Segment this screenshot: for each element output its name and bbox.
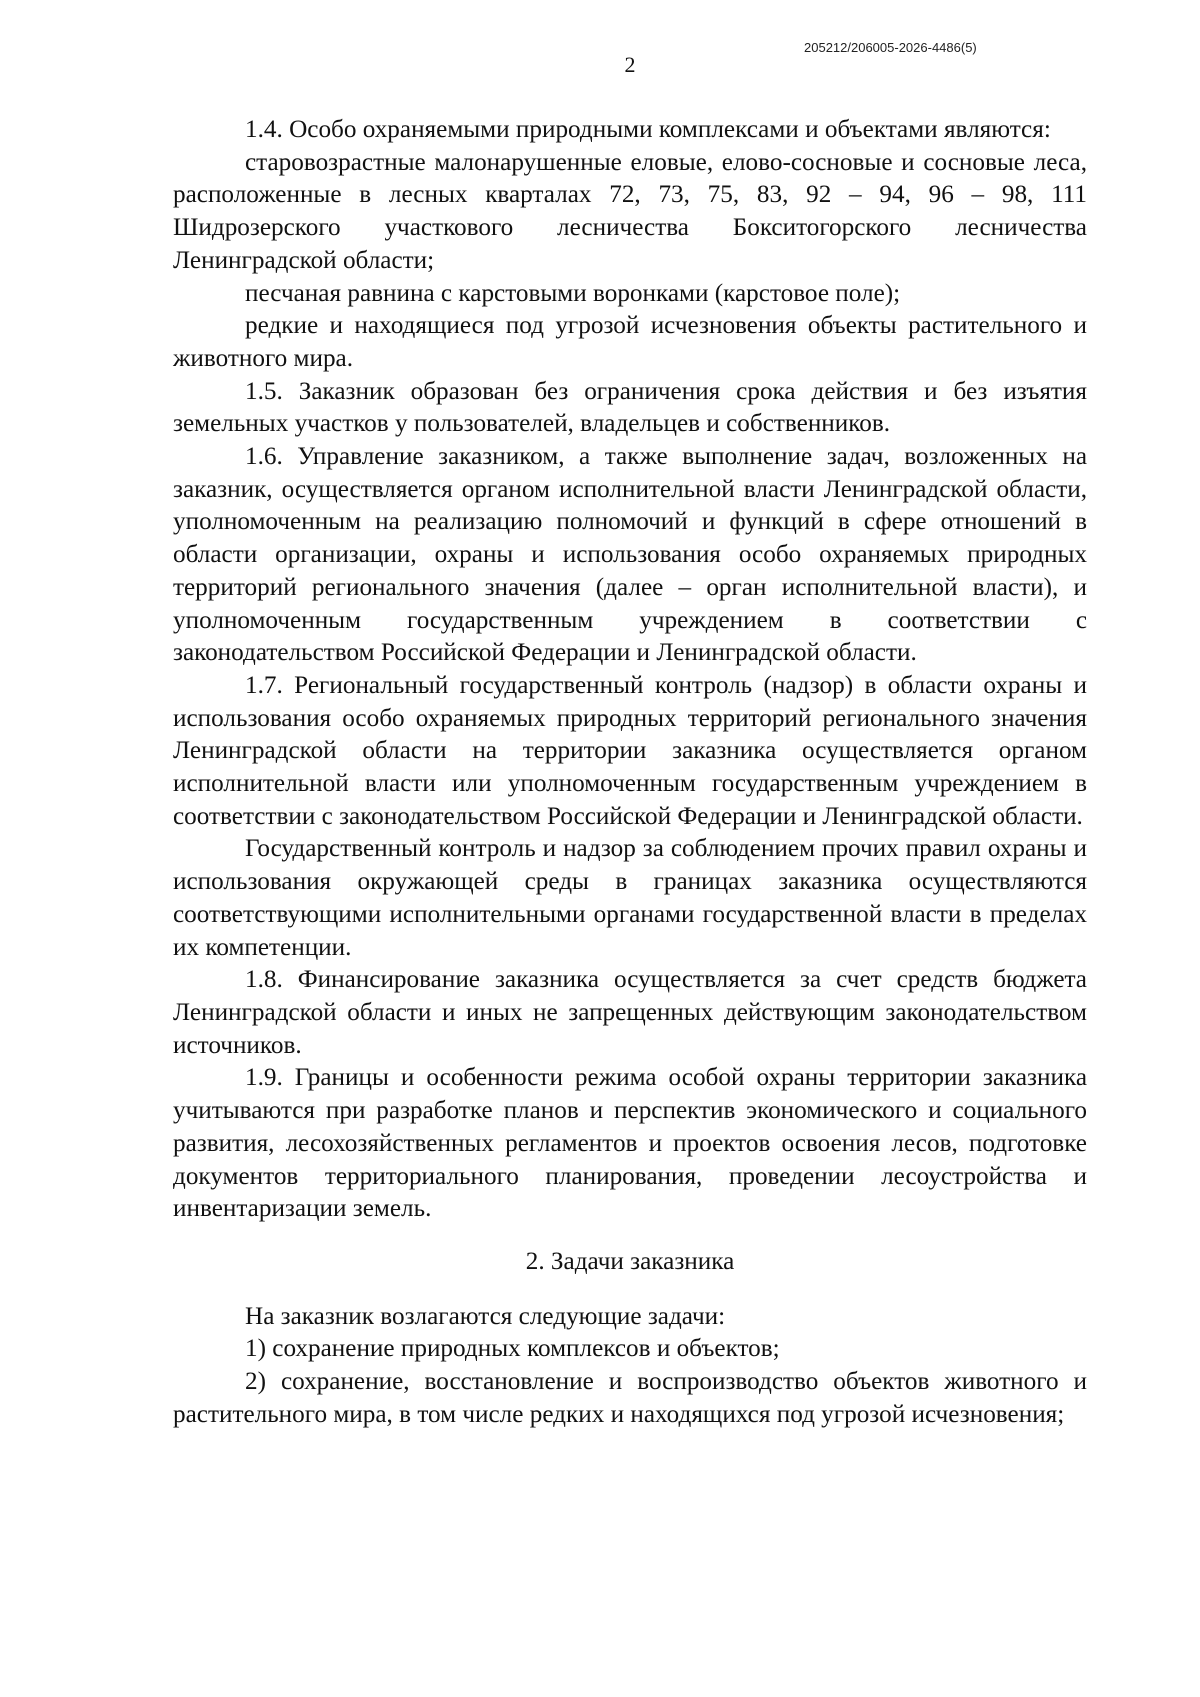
paragraph-1-4: 1.4. Особо охраняемыми природными комплексами и объектами являются: [245, 116, 1051, 143]
paragraph-1-6: 1.6. Управление заказником, а также выполнение задач, возложенных на заказник, осуществляется органом исполнительной власти Ленинградской области, уполномоченным на реализацию полномочий и функций в сфере отношений в области организации, охраны и использования особо охраняемых природных территорий регионального значения (далее – орган исполнительной власти), и уполномоченным государственным учреждением в соответствии с законодательством Российской Федерации и Ленинградской области. [173, 443, 1087, 667]
paragraph-1-4-item-forests: старовозрастные малонарушенные еловые, елово-сосновые и сосновые леса, расположенные в лесных кварталах 72, 73, 75, 83, 92 – 94, 96 – 98, 111 Шидрозерского участкового лесничества Бокситогорского лесничества Ленинградской области; [173, 148, 1087, 274]
document-body [173, 114, 1087, 1431]
paragraph-1-8: 1.8. Финансирование заказника осуществляется за счет средств бюджета Ленинградской области и иных не запрещенных действующим законодательством источников. [173, 966, 1087, 1059]
paragraph-1-5: 1.5. Заказник образован без ограничения срока действия и без изъятия земельных участков у пользователей, владельцев и собственников. [173, 377, 1087, 438]
paragraph-1-7: 1.7. Региональный государственный контроль (надзор) в области охраны и использования особо охраняемых природных территорий регионального значения Ленинградской области на территории заказника осуществляется органом исполнительной власти или уполномоченным государственным учреждением в соответствии с законодательством Российской Федерации и Ленинградской области. [173, 671, 1087, 830]
task-item-2: 2) сохранение, восстановление и воспроизводство объектов животного и растительного мира, в том числе редких и находящихся под угрозой исчезновения; [173, 1368, 1087, 1428]
section-2-heading: 2. Задачи заказника [525, 1247, 735, 1275]
paragraph-1-7-state-control: Государственный контроль и надзор за соблюдением прочих правил охраны и использования окружающей среды в границах заказника осуществляются соответствующими исполнительными органами государственной власти в пределах их компетенции. [173, 835, 1087, 961]
paragraph-1-4-item-karst: песчаная равнина с карстовыми воронками (карстовое поле); [245, 279, 901, 307]
document-id: 205212/206005-2026-4486(5) [804, 40, 977, 55]
paragraph-1-9: 1.9. Границы и особенности режима особой охраны территории заказника учитываются при разработке планов и перспектив экономического и социального развития, лесохозяйственных регламентов и проектов освоения лесов, подготовке документов территориального планирования, проведении лесоустройства и инвентаризации земель. [173, 1064, 1087, 1223]
section-2-intro: На заказник возлагаются следующие задачи: [245, 1302, 726, 1330]
paragraph-1-4-item-species: редкие и находящиеся под угрозой исчезновения объекты растительного и животного мира. [173, 312, 1087, 372]
task-item-1: 1) сохранение природных комплексов и объектов; [245, 1335, 780, 1363]
page-number: 2 [624, 52, 636, 77]
